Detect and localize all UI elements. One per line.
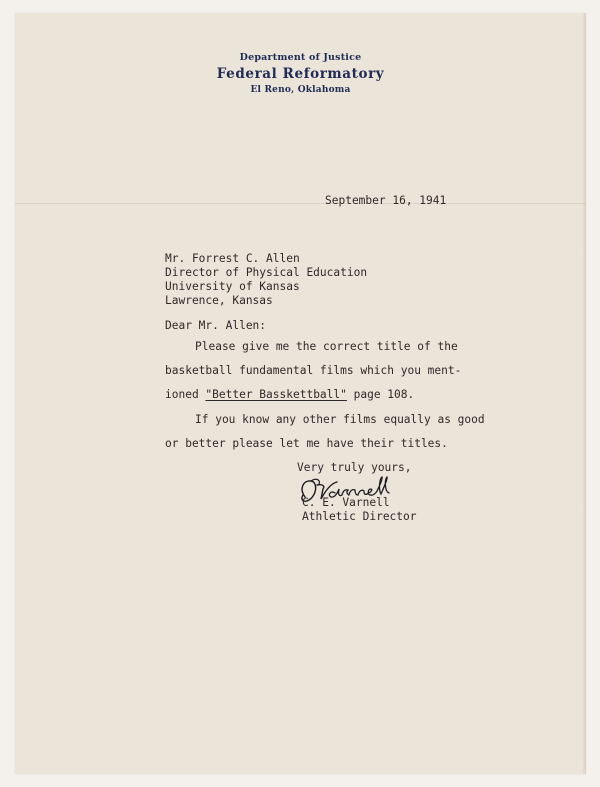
body-line-3-prefix: ioned [165,388,206,401]
body-line-5: or better please let me have their titles. [165,437,448,450]
body-line-4: If you know any other films equally as good [195,413,485,426]
body-line-2: basketball fundamental films which you ment- [165,364,462,377]
letter-page [15,13,586,774]
closing: Very truly yours, [297,461,412,474]
page-edge [583,13,586,774]
body-line-3-suffix: page 108. [346,388,415,401]
recipient-title: Director of Physical Education [165,266,368,279]
letterhead-institution: Federal Reformatory [216,66,385,82]
film-book-title: "Better Basskettball" [205,388,347,401]
recipient-name: Mr. Forrest C. Allen [165,252,300,265]
letterhead-department: Department of Justice [239,52,362,63]
letterhead-location: El Reno, Oklahoma [250,85,351,95]
recipient-organization: University of Kansas [165,280,300,293]
recipient-city: Lawrence, Kansas [165,294,273,307]
body-line-1: Please give me the correct title of the [195,340,458,353]
body-line-3 [165,389,414,400]
fold-crease [15,203,586,204]
signer-name: C. E. Varnell [302,496,390,509]
letter-date: September 16, 1941 [325,194,447,207]
salutation: Dear Mr. Allen: [165,319,267,332]
signer-title: Athletic Director [302,510,417,523]
